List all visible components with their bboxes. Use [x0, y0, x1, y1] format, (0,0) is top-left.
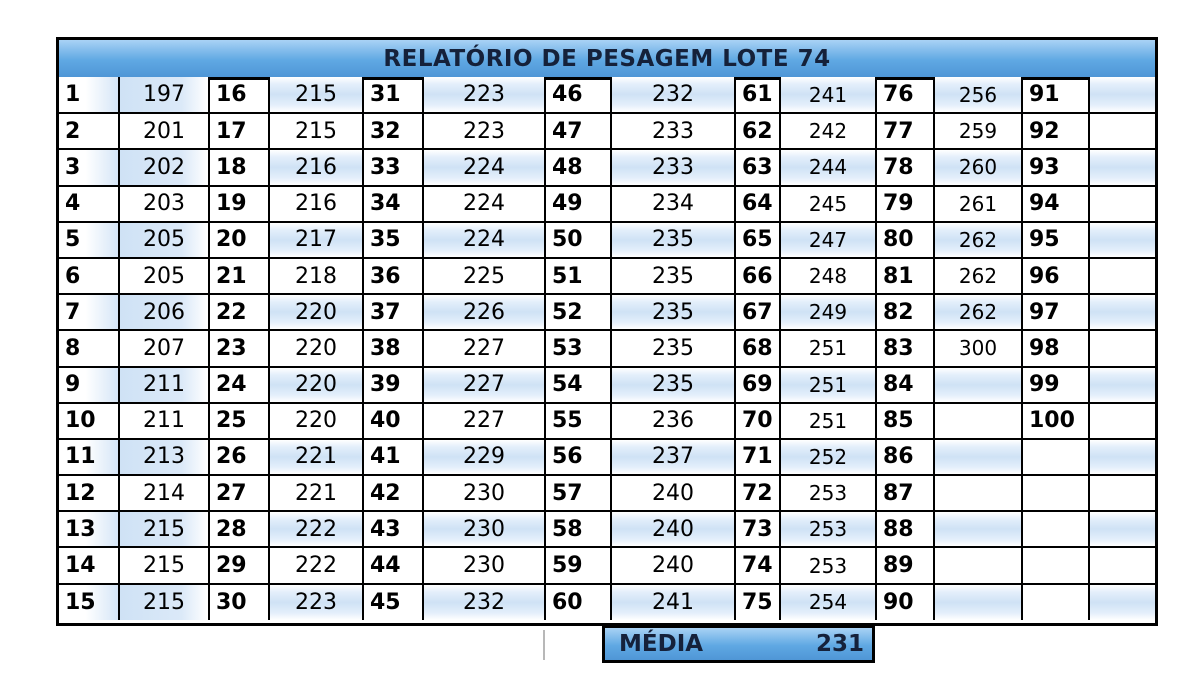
weight-cell — [1089, 475, 1155, 511]
weight-cell: 245 — [780, 186, 876, 222]
animal-number-cell: 51 — [545, 258, 611, 294]
weight-cell: 262 — [934, 258, 1022, 294]
weight-cell: 202 — [119, 149, 209, 185]
animal-number-cell: 52 — [545, 294, 611, 330]
animal-number-cell: 61 — [735, 77, 780, 113]
weight-cell: 211 — [119, 367, 209, 403]
weight-cell: 233 — [611, 113, 735, 149]
weight-cell: 252 — [780, 439, 876, 475]
weight-cell — [934, 584, 1022, 620]
animal-number-cell: 87 — [876, 475, 934, 511]
animal-number-cell: 79 — [876, 186, 934, 222]
weight-cell: 234 — [611, 186, 735, 222]
weight-cell: 220 — [269, 403, 363, 439]
animal-number-cell: 99 — [1022, 367, 1089, 403]
weight-cell: 300 — [934, 330, 1022, 366]
animal-number-cell: 26 — [209, 439, 269, 475]
weight-cell: 203 — [119, 186, 209, 222]
weight-cell — [934, 367, 1022, 403]
animal-number-cell: 43 — [363, 511, 423, 547]
animal-number-cell: 32 — [363, 113, 423, 149]
animal-number-cell: 5 — [59, 222, 119, 258]
animal-number-cell: 42 — [363, 475, 423, 511]
weight-cell: 224 — [423, 222, 545, 258]
weight-cell: 236 — [611, 403, 735, 439]
animal-number-cell: 27 — [209, 475, 269, 511]
animal-number-cell: 16 — [209, 77, 269, 113]
weight-cell: 230 — [423, 511, 545, 547]
weight-cell: 262 — [934, 222, 1022, 258]
weight-cell: 227 — [423, 367, 545, 403]
weight-cell — [1089, 113, 1155, 149]
animal-number-cell: 68 — [735, 330, 780, 366]
animal-number-cell: 84 — [876, 367, 934, 403]
animal-number-cell: 15 — [59, 584, 119, 620]
animal-number-cell: 80 — [876, 222, 934, 258]
weight-cell — [1089, 367, 1155, 403]
weight-cell: 205 — [119, 222, 209, 258]
weight-cell: 235 — [611, 258, 735, 294]
table-row — [59, 222, 1155, 258]
weight-cell: 235 — [611, 294, 735, 330]
animal-number-cell: 71 — [735, 439, 780, 475]
weight-cell: 225 — [423, 258, 545, 294]
weight-cell: 230 — [423, 475, 545, 511]
animal-number-cell: 63 — [735, 149, 780, 185]
weight-cell: 221 — [269, 475, 363, 511]
animal-number-cell: 64 — [735, 186, 780, 222]
animal-number-cell: 2 — [59, 113, 119, 149]
animal-number-cell — [1022, 511, 1089, 547]
animal-number-cell: 19 — [209, 186, 269, 222]
animal-number-cell: 55 — [545, 403, 611, 439]
weight-cell: 197 — [119, 77, 209, 113]
weight-cell: 215 — [119, 547, 209, 583]
table-row — [59, 439, 1155, 475]
weight-cell: 211 — [119, 403, 209, 439]
animal-number-cell: 67 — [735, 294, 780, 330]
weight-cell: 201 — [119, 113, 209, 149]
animal-number-cell: 65 — [735, 222, 780, 258]
weight-cell: 218 — [269, 258, 363, 294]
weight-cell: 251 — [780, 367, 876, 403]
animal-number-cell: 69 — [735, 367, 780, 403]
animal-number-cell: 57 — [545, 475, 611, 511]
weight-cell: 216 — [269, 186, 363, 222]
animal-number-cell: 81 — [876, 258, 934, 294]
weight-cell: 217 — [269, 222, 363, 258]
animal-number-cell: 24 — [209, 367, 269, 403]
animal-number-cell: 70 — [735, 403, 780, 439]
animal-number-cell: 86 — [876, 439, 934, 475]
weight-cell: 215 — [269, 77, 363, 113]
animal-number-cell: 96 — [1022, 258, 1089, 294]
animal-number-cell: 93 — [1022, 149, 1089, 185]
animal-number-cell: 88 — [876, 511, 934, 547]
weight-cell: 223 — [423, 77, 545, 113]
weight-cell: 232 — [611, 77, 735, 113]
weights-grid — [59, 77, 1155, 620]
animal-number-cell: 11 — [59, 439, 119, 475]
weight-cell: 249 — [780, 294, 876, 330]
weight-cell: 261 — [934, 186, 1022, 222]
table-row — [59, 403, 1155, 439]
weight-cell — [1089, 330, 1155, 366]
weight-cell: 232 — [423, 584, 545, 620]
animal-number-cell: 23 — [209, 330, 269, 366]
animal-number-cell: 34 — [363, 186, 423, 222]
table-row — [59, 367, 1155, 403]
average-label: MÉDIA — [619, 631, 704, 657]
animal-number-cell: 95 — [1022, 222, 1089, 258]
weight-cell: 242 — [780, 113, 876, 149]
weight-cell: 216 — [269, 149, 363, 185]
report-title: RELATÓRIO DE PESAGEM LOTE 74 — [59, 40, 1155, 80]
animal-number-cell: 31 — [363, 77, 423, 113]
animal-number-cell: 90 — [876, 584, 934, 620]
animal-number-cell: 39 — [363, 367, 423, 403]
animal-number-cell: 78 — [876, 149, 934, 185]
weight-cell: 206 — [119, 294, 209, 330]
weight-cell: 213 — [119, 439, 209, 475]
animal-number-cell: 59 — [545, 547, 611, 583]
weight-cell — [1089, 403, 1155, 439]
weight-cell — [934, 547, 1022, 583]
weight-cell — [1089, 186, 1155, 222]
weight-cell: 214 — [119, 475, 209, 511]
animal-number-cell: 100 — [1022, 403, 1089, 439]
table-row — [59, 511, 1155, 547]
weight-cell: 248 — [780, 258, 876, 294]
animal-number-cell: 20 — [209, 222, 269, 258]
animal-number-cell: 66 — [735, 258, 780, 294]
animal-number-cell: 8 — [59, 330, 119, 366]
weight-cell — [1089, 258, 1155, 294]
weight-cell: 229 — [423, 439, 545, 475]
animal-number-cell: 91 — [1022, 77, 1089, 113]
weight-cell: 237 — [611, 439, 735, 475]
average-box — [602, 626, 875, 663]
weight-cell — [934, 511, 1022, 547]
weight-cell: 235 — [611, 222, 735, 258]
animal-number-cell: 3 — [59, 149, 119, 185]
weight-cell: 222 — [269, 511, 363, 547]
animal-number-cell: 21 — [209, 258, 269, 294]
weight-cell — [1089, 547, 1155, 583]
animal-number-cell: 46 — [545, 77, 611, 113]
weight-cell: 244 — [780, 149, 876, 185]
weight-cell: 240 — [611, 547, 735, 583]
weight-cell: 253 — [780, 475, 876, 511]
weight-cell — [1089, 511, 1155, 547]
weight-cell: 226 — [423, 294, 545, 330]
weight-cell — [1089, 77, 1155, 113]
animal-number-cell: 6 — [59, 258, 119, 294]
weight-cell — [1089, 294, 1155, 330]
weight-cell: 205 — [119, 258, 209, 294]
weight-cell: 207 — [119, 330, 209, 366]
weight-cell: 241 — [780, 77, 876, 113]
weight-cell — [934, 439, 1022, 475]
animal-number-cell: 60 — [545, 584, 611, 620]
animal-number-cell: 56 — [545, 439, 611, 475]
weight-cell: 227 — [423, 330, 545, 366]
table-row — [59, 294, 1155, 330]
animal-number-cell: 36 — [363, 258, 423, 294]
animal-number-cell: 10 — [59, 403, 119, 439]
weight-cell: 247 — [780, 222, 876, 258]
weight-cell: 220 — [269, 330, 363, 366]
animal-number-cell: 50 — [545, 222, 611, 258]
weight-cell: 224 — [423, 186, 545, 222]
weight-cell: 215 — [119, 511, 209, 547]
animal-number-cell: 97 — [1022, 294, 1089, 330]
weight-cell — [934, 403, 1022, 439]
animal-number-cell: 54 — [545, 367, 611, 403]
weight-cell: 235 — [611, 367, 735, 403]
animal-number-cell: 37 — [363, 294, 423, 330]
animal-number-cell: 1 — [59, 77, 119, 113]
weight-cell: 240 — [611, 511, 735, 547]
animal-number-cell — [1022, 547, 1089, 583]
weight-cell: 256 — [934, 77, 1022, 113]
weight-cell — [1089, 584, 1155, 620]
cell-divider-mark — [543, 630, 545, 660]
animal-number-cell: 28 — [209, 511, 269, 547]
average-value: 231 — [815, 631, 864, 657]
weight-cell: 220 — [269, 367, 363, 403]
table-row — [59, 584, 1155, 620]
weight-cell: 253 — [780, 511, 876, 547]
weight-cell: 262 — [934, 294, 1022, 330]
animal-number-cell: 7 — [59, 294, 119, 330]
animal-number-cell: 83 — [876, 330, 934, 366]
animal-number-cell: 30 — [209, 584, 269, 620]
weight-cell — [1089, 222, 1155, 258]
animal-number-cell: 13 — [59, 511, 119, 547]
animal-number-cell: 40 — [363, 403, 423, 439]
animal-number-cell: 74 — [735, 547, 780, 583]
weight-cell: 251 — [780, 403, 876, 439]
weight-cell: 230 — [423, 547, 545, 583]
animal-number-cell: 17 — [209, 113, 269, 149]
animal-number-cell: 25 — [209, 403, 269, 439]
weight-cell: 235 — [611, 330, 735, 366]
weight-cell: 227 — [423, 403, 545, 439]
animal-number-cell: 89 — [876, 547, 934, 583]
animal-number-cell: 4 — [59, 186, 119, 222]
table-row — [59, 149, 1155, 185]
weighing-report-table — [56, 37, 1158, 626]
animal-number-cell — [1022, 475, 1089, 511]
animal-number-cell: 44 — [363, 547, 423, 583]
animal-number-cell: 29 — [209, 547, 269, 583]
animal-number-cell: 53 — [545, 330, 611, 366]
weight-cell: 223 — [269, 584, 363, 620]
animal-number-cell: 38 — [363, 330, 423, 366]
animal-number-cell: 22 — [209, 294, 269, 330]
animal-number-cell: 73 — [735, 511, 780, 547]
animal-number-cell: 85 — [876, 403, 934, 439]
weight-cell: 241 — [611, 584, 735, 620]
animal-number-cell: 48 — [545, 149, 611, 185]
animal-number-cell: 41 — [363, 439, 423, 475]
animal-number-cell: 18 — [209, 149, 269, 185]
table-row — [59, 186, 1155, 222]
animal-number-cell: 49 — [545, 186, 611, 222]
weight-cell: 222 — [269, 547, 363, 583]
animal-number-cell: 77 — [876, 113, 934, 149]
weight-cell: 221 — [269, 439, 363, 475]
animal-number-cell: 14 — [59, 547, 119, 583]
animal-number-cell: 9 — [59, 367, 119, 403]
weight-cell: 240 — [611, 475, 735, 511]
weight-cell — [934, 475, 1022, 511]
table-row — [59, 113, 1155, 149]
animal-number-cell — [1022, 439, 1089, 475]
weight-cell — [1089, 439, 1155, 475]
weight-cell: 259 — [934, 113, 1022, 149]
weight-cell: 260 — [934, 149, 1022, 185]
table-row — [59, 475, 1155, 511]
animal-number-cell: 82 — [876, 294, 934, 330]
weight-cell: 215 — [269, 113, 363, 149]
animal-number-cell: 58 — [545, 511, 611, 547]
weight-cell: 224 — [423, 149, 545, 185]
animal-number-cell: 72 — [735, 475, 780, 511]
animal-number-cell — [1022, 584, 1089, 620]
weight-cell: 223 — [423, 113, 545, 149]
table-row — [59, 77, 1155, 113]
weight-cell: 215 — [119, 584, 209, 620]
weight-cell — [1089, 149, 1155, 185]
animal-number-cell: 47 — [545, 113, 611, 149]
animal-number-cell: 45 — [363, 584, 423, 620]
animal-number-cell: 98 — [1022, 330, 1089, 366]
animal-number-cell: 75 — [735, 584, 780, 620]
animal-number-cell: 12 — [59, 475, 119, 511]
table-row — [59, 258, 1155, 294]
animal-number-cell: 94 — [1022, 186, 1089, 222]
weight-cell: 254 — [780, 584, 876, 620]
weight-cell: 220 — [269, 294, 363, 330]
animal-number-cell: 76 — [876, 77, 934, 113]
animal-number-cell: 62 — [735, 113, 780, 149]
animal-number-cell: 35 — [363, 222, 423, 258]
weight-cell: 251 — [780, 330, 876, 366]
weight-cell: 253 — [780, 547, 876, 583]
animal-number-cell: 92 — [1022, 113, 1089, 149]
weight-cell: 233 — [611, 149, 735, 185]
table-row — [59, 330, 1155, 366]
table-row — [59, 547, 1155, 583]
animal-number-cell: 33 — [363, 149, 423, 185]
